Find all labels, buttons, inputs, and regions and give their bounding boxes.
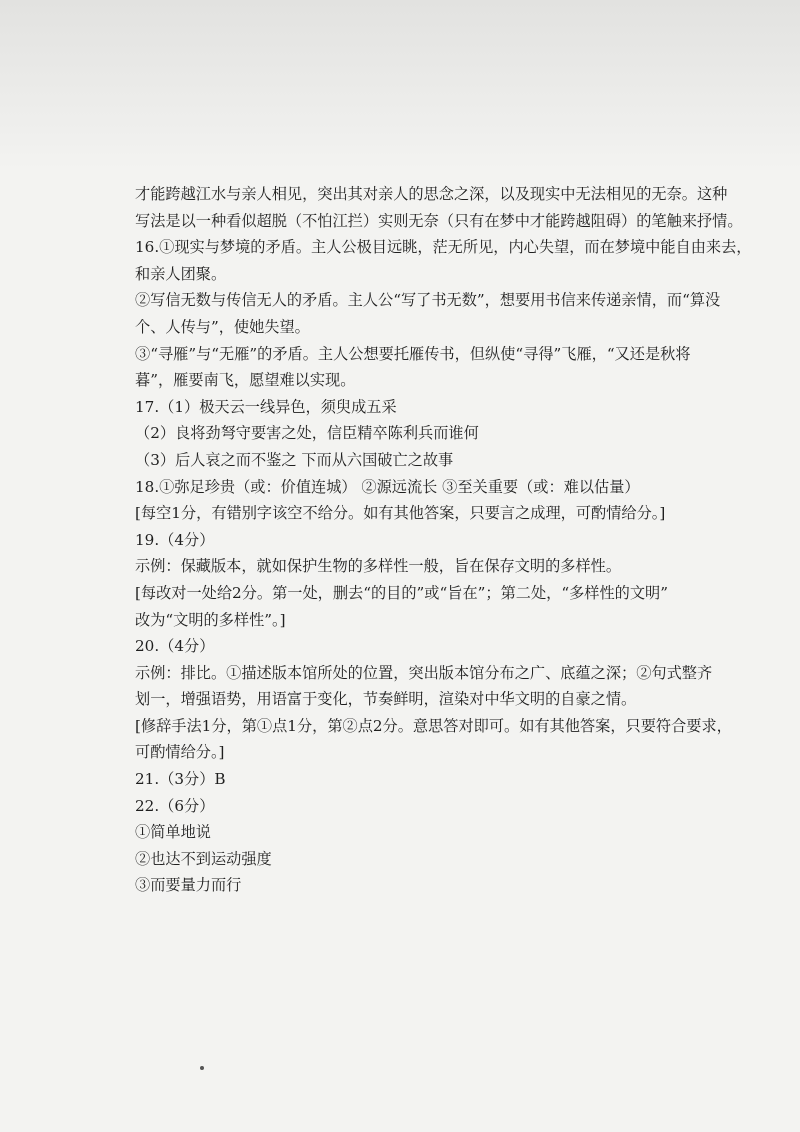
text-line: 示例：保藏版本，就如保护生物的多样性一般，旨在保存文明的多样性。	[135, 557, 621, 576]
text-line: 个、人传与”，使她失望。	[135, 317, 310, 336]
text-line: 和亲人团聚。	[135, 264, 227, 283]
text-line: ②写信无数与传信无人的矛盾。主人公“写了书无数”，想要用书信来传递亲情，而“算没	[135, 291, 721, 310]
text-line: 17.（1）极天云一线异色，须臾成五采	[135, 397, 397, 416]
text-line: 划一，增强语势，用语富于变化，节奏鲜明，渲染对中华文明的自豪之情。	[135, 690, 637, 709]
text-line: 21.（3分）B	[135, 770, 226, 789]
text-line: 20.（4分）	[135, 637, 215, 656]
scan-shadow	[0, 0, 800, 170]
text-line: 才能跨越江水与亲人相见，突出其对亲人的思念之深，以及现实中无法相见的无奈。这种	[135, 185, 728, 203]
text-line: 16.①现实与梦境的矛盾。主人公极目远眺，茫无所见，内心失望，而在梦境中能自由来去，	[135, 238, 752, 257]
text-line: 示例：排比。①描述版本馆所处的位置，突出版本馆分布之广、底蕴之深；②句式整齐	[135, 663, 713, 682]
text-line: [修辞手法1分，第①点1分，第②点2分。意思答对即可。如有其他答案，只要符合要求，	[135, 716, 732, 735]
text-line: 改为“文明的多样性”。]	[135, 610, 286, 629]
text-line: ③而要量力而行	[135, 876, 242, 895]
text-line: 22.（6分）	[135, 796, 215, 815]
ink-speck	[200, 1066, 204, 1070]
text-line: ③“寻雁”与“无雁”的矛盾。主人公想要托雁传书，但纵使“寻得”飞雁，“又还是秋将	[135, 344, 691, 363]
text-line: 暮”，雁要南飞，愿望难以实现。	[135, 371, 356, 390]
text-line: 可酌情给分。]	[135, 743, 225, 762]
text-line: [每空1分，有错别字该空不给分。如有其他答案，只要言之成理，可酌情给分。]	[135, 504, 666, 523]
text-line: 19.（4分）	[135, 530, 215, 549]
text-line: 18.①弥足珍贵（或：价值连城） ②源远流长 ③至关重要（或：难以估量）	[135, 477, 640, 496]
text-line: ①简单地说	[135, 823, 211, 842]
text-line: [每改对一处给2分。第一处，删去“的目的”或“旨在”；第二处，“多样性的文明”	[135, 583, 668, 602]
answer-text	[135, 181, 755, 899]
text-line: ②也达不到运动强度	[135, 849, 272, 868]
text-line: 写法是以一种看似超脱（不怕江拦）实则无奈（只有在梦中才能跨越阻碍）的笔触来抒情。	[135, 211, 743, 230]
text-line: （2）良将劲弩守要害之处，信臣精卒陈利兵而谁何	[135, 424, 479, 443]
text-line: （3）后人哀之而不鉴之 下而从六国破亡之故事	[135, 450, 454, 469]
